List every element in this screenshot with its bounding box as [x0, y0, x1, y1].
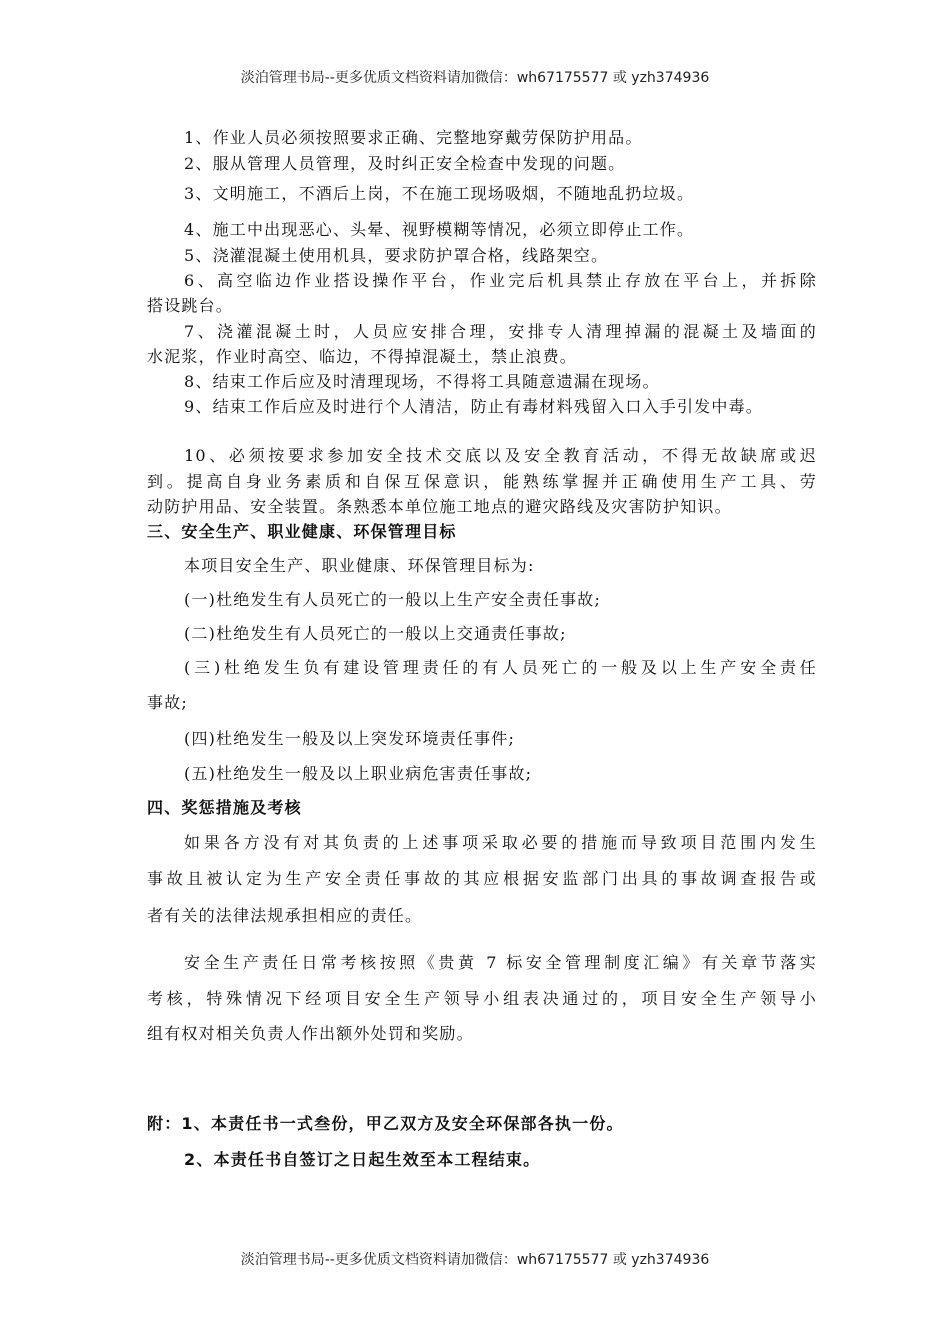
section-4-heading: 四、奖惩措施及考核: [147, 798, 302, 817]
section-4-p2-line-2: 考核，特殊情况下经项目安全生产领导小组表决通过的，项目安全生产领导小: [147, 989, 817, 1008]
appendix-item-2: 2、本责任书自签订之日起生效至本工程结束。: [184, 1150, 541, 1169]
goal-3-line-2: 事故;: [147, 693, 188, 712]
rule-6-line-2: 搭设跳台。: [147, 296, 234, 315]
rule-1: 1、作业人员必须按照要求正确、完整地穿戴劳保防护用品。: [184, 128, 643, 147]
section-4-p1-line-2: 事故且被认定为生产安全责任事故的其应根据安监部门出具的事故调查报告或: [147, 869, 817, 888]
section-3-heading: 三、安全生产、职业健康、环保管理目标: [147, 522, 457, 541]
rule-5: 5、浇灌混凝土使用机具，要求防护罩合格，线路架空。: [184, 246, 609, 265]
rule-9: 9、结束工作后应及时进行个人清洁，防止有毒材料残留入口入手引发中毒。: [184, 397, 763, 416]
goal-1: (一)杜绝发生有人员死亡的一般以上生产安全责任事故;: [184, 590, 602, 609]
section-4-p2-line-3: 组有权对相关负责人作出额外处罚和奖励。: [147, 1024, 474, 1043]
section-4-p1-line-3: 者有关的法律法规承担相应的责任。: [147, 906, 423, 925]
rule-7-line-1: 7、浇灌混凝土时，人员应安排合理，安排专人清理掉漏的混凝土及墙面的: [184, 322, 817, 341]
rule-6-line-1: 6、高空临边作业搭设操作平台，作业完后机具禁止存放在平台上，并拆除: [184, 271, 817, 290]
page-footer: 淡泊管理书局--更多优质文档资料请加微信：wh67175577 或 yzh374936: [240, 1252, 710, 1268]
page-header: 淡泊管理书局--更多优质文档资料请加微信：wh67175577 或 yzh374936: [240, 70, 710, 86]
goal-4: (四)杜绝发生一般及以上突发环境责任事件;: [184, 729, 516, 748]
appendix-item-1: 附：1、本责任书一式叁份，甲乙双方及安全环保部各执一份。: [147, 1114, 624, 1133]
rule-10-line-1: 10、必须按要求参加安全技术交底以及安全教育活动，不得无故缺席或迟: [184, 446, 817, 465]
goal-3-line-1: (三)杜绝发生负有建设管理责任的有人员死亡的一般及以上生产安全责任: [184, 658, 817, 677]
section-4-p2-line-1: 安全生产责任日常考核按照《贵黄 7 标安全管理制度汇编》有关章节落实: [184, 953, 817, 972]
goal-2: (二)杜绝发生有人员死亡的一般以上交通责任事故;: [184, 624, 567, 643]
rule-8: 8、结束工作后应及时清理现场，不得将工具随意遗漏在现场。: [184, 372, 660, 391]
section-4-p1-line-1: 如果各方没有对其负责的上述事项采取必要的措施而导致项目范围内发生: [184, 833, 817, 852]
section-3-intro: 本项目安全生产、职业健康、环保管理目标为:: [184, 556, 535, 575]
rule-3: 3、文明施工，不酒后上岗，不在施工现场吸烟，不随地乱扔垃圾。: [184, 184, 695, 203]
goal-5: (五)杜绝发生一般及以上职业病危害责任事故;: [184, 764, 533, 783]
rule-10-line-3: 动防护用品、安全装置。条熟悉本单位施工地点的避灾路线及灾害防护知识。: [147, 497, 732, 516]
rule-4: 4、施工中出现恶心、头晕、视野模糊等情况，必须立即停止工作。: [184, 220, 695, 239]
rule-7-line-2: 水泥浆，作业时高空、临边，不得掉混凝土，禁止浪费。: [147, 347, 578, 366]
rule-2: 2、服从管理人员管理，及时纠正安全检查中发现的问题。: [184, 154, 626, 173]
rule-10-line-2: 到。提高自身业务素质和自保互保意识，能熟练掌握并正确使用生产工具、劳: [147, 472, 817, 491]
